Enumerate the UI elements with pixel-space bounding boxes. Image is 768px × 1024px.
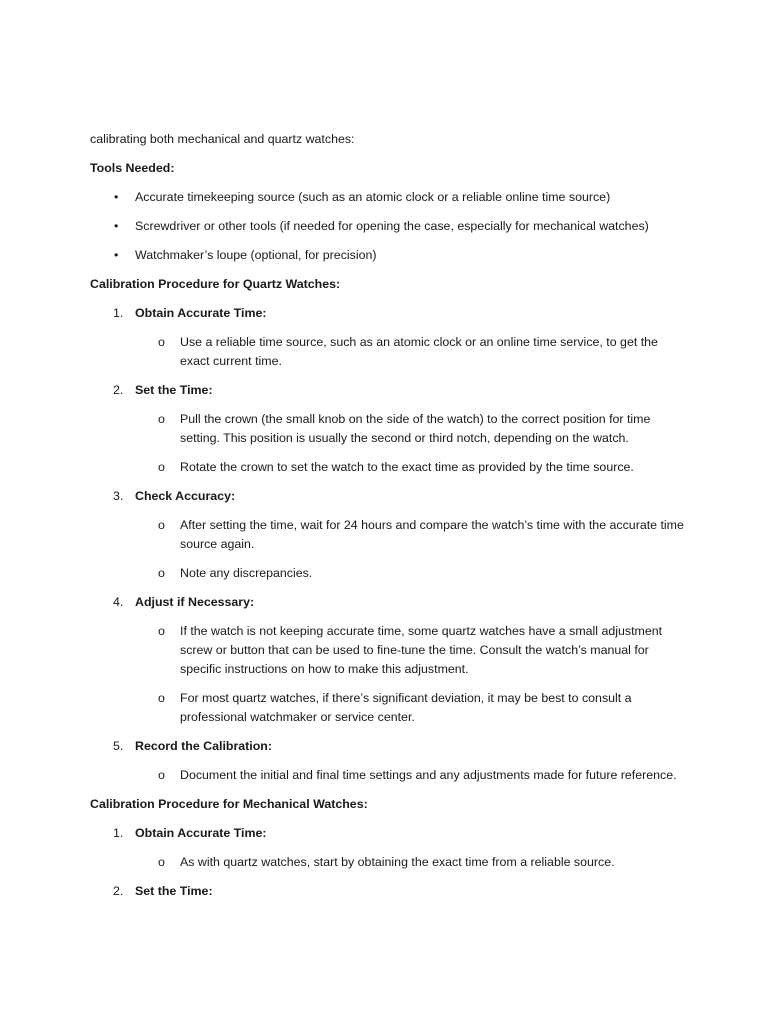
step-number: 1.	[113, 306, 124, 320]
step-number: 2.	[113, 383, 124, 397]
sub-item	[135, 622, 690, 679]
sub-item-text: If the watch is not keeping accurate time, some quartz watches have a small adjustment screw or button that can be used to fine-tune the time. Consult the watch’s manual for specific instructions on how to make this adjustment.	[180, 624, 663, 676]
sub-item	[135, 564, 690, 583]
step-title: Obtain Accurate Time:	[135, 306, 267, 320]
sub-bullet-marker: o	[158, 566, 165, 580]
sub-item	[135, 689, 690, 727]
sub-bullet-marker: o	[158, 460, 165, 474]
sub-item-text: After setting the time, wait for 24 hours and compare the watch’s time with the accurate time source again.	[180, 518, 684, 551]
sub-item	[135, 516, 690, 554]
list-item-text: Accurate timekeeping source (such as an atomic clock or a reliable online time source)	[135, 190, 611, 204]
sub-item	[135, 410, 690, 448]
list-item	[90, 217, 690, 236]
step-number: 3.	[113, 489, 124, 503]
tools-list	[90, 188, 690, 265]
sub-item-text: As with quartz watches, start by obtaining the exact time from a reliable source.	[180, 855, 615, 869]
intro-text: calibrating both mechanical and quartz watches:	[90, 132, 355, 146]
step-item	[90, 593, 690, 727]
sub-item	[135, 853, 690, 872]
list-item-text: Screwdriver or other tools (if needed for opening the case, especially for mechanical watches)	[135, 219, 649, 233]
step-title: Set the Time:	[135, 383, 213, 397]
step-number: 2.	[113, 884, 124, 898]
step-item	[90, 381, 690, 477]
sub-item-text: Document the initial and final time settings and any adjustments made for future reference.	[180, 768, 677, 782]
sub-item	[135, 766, 690, 785]
quartz-heading: Calibration Procedure for Quartz Watches:	[90, 277, 341, 291]
sub-bullet-marker: o	[158, 518, 165, 532]
sub-list	[135, 410, 690, 477]
sub-bullet-marker: o	[158, 768, 165, 782]
bullet-marker: •	[114, 219, 119, 233]
step-item	[90, 487, 690, 583]
sub-item	[135, 333, 690, 371]
document-page	[90, 130, 690, 911]
step-number: 4.	[113, 595, 124, 609]
quartz-steps	[90, 304, 690, 785]
sub-list	[135, 333, 690, 371]
list-item	[90, 188, 690, 207]
step-item	[90, 882, 690, 901]
bullet-marker: •	[114, 190, 119, 204]
sub-item-text: Pull the crown (the small knob on the side of the watch) to the correct position for time setting. This position is usually the second or third notch, depending on the watch.	[180, 412, 651, 445]
step-title: Check Accuracy:	[135, 489, 236, 503]
sub-bullet-marker: o	[158, 624, 165, 638]
sub-item-text: Rotate the crown to set the watch to the exact time as provided by the time source.	[180, 460, 634, 474]
sub-bullet-marker: o	[158, 412, 165, 426]
list-item	[90, 246, 690, 265]
mechanical-steps	[90, 824, 690, 901]
sub-bullet-marker: o	[158, 335, 165, 349]
sub-item	[135, 458, 690, 477]
step-number: 1.	[113, 826, 124, 840]
tools-heading: Tools Needed:	[90, 161, 175, 175]
step-title: Adjust if Necessary:	[135, 595, 255, 609]
sub-list	[135, 766, 690, 785]
step-number: 5.	[113, 739, 124, 753]
bullet-marker: •	[114, 248, 119, 262]
step-item	[90, 737, 690, 785]
sub-bullet-marker: o	[158, 691, 165, 705]
sub-list	[135, 622, 690, 727]
step-title: Record the Calibration:	[135, 739, 272, 753]
sub-item-text: Note any discrepancies.	[180, 566, 313, 580]
sub-list	[135, 853, 690, 872]
sub-bullet-marker: o	[158, 855, 165, 869]
step-title: Set the Time:	[135, 884, 213, 898]
sub-item-text: Use a reliable time source, such as an atomic clock or an online time service, to get the exact current time.	[180, 335, 658, 368]
mechanical-heading: Calibration Procedure for Mechanical Watches:	[90, 797, 368, 811]
list-item-text: Watchmaker’s loupe (optional, for precision)	[135, 248, 377, 262]
step-title: Obtain Accurate Time:	[135, 826, 267, 840]
step-item	[90, 824, 690, 872]
step-item	[90, 304, 690, 371]
sub-list	[135, 516, 690, 583]
sub-item-text: For most quartz watches, if there’s significant deviation, it may be best to consult a professional watchmaker or service center.	[180, 691, 632, 724]
